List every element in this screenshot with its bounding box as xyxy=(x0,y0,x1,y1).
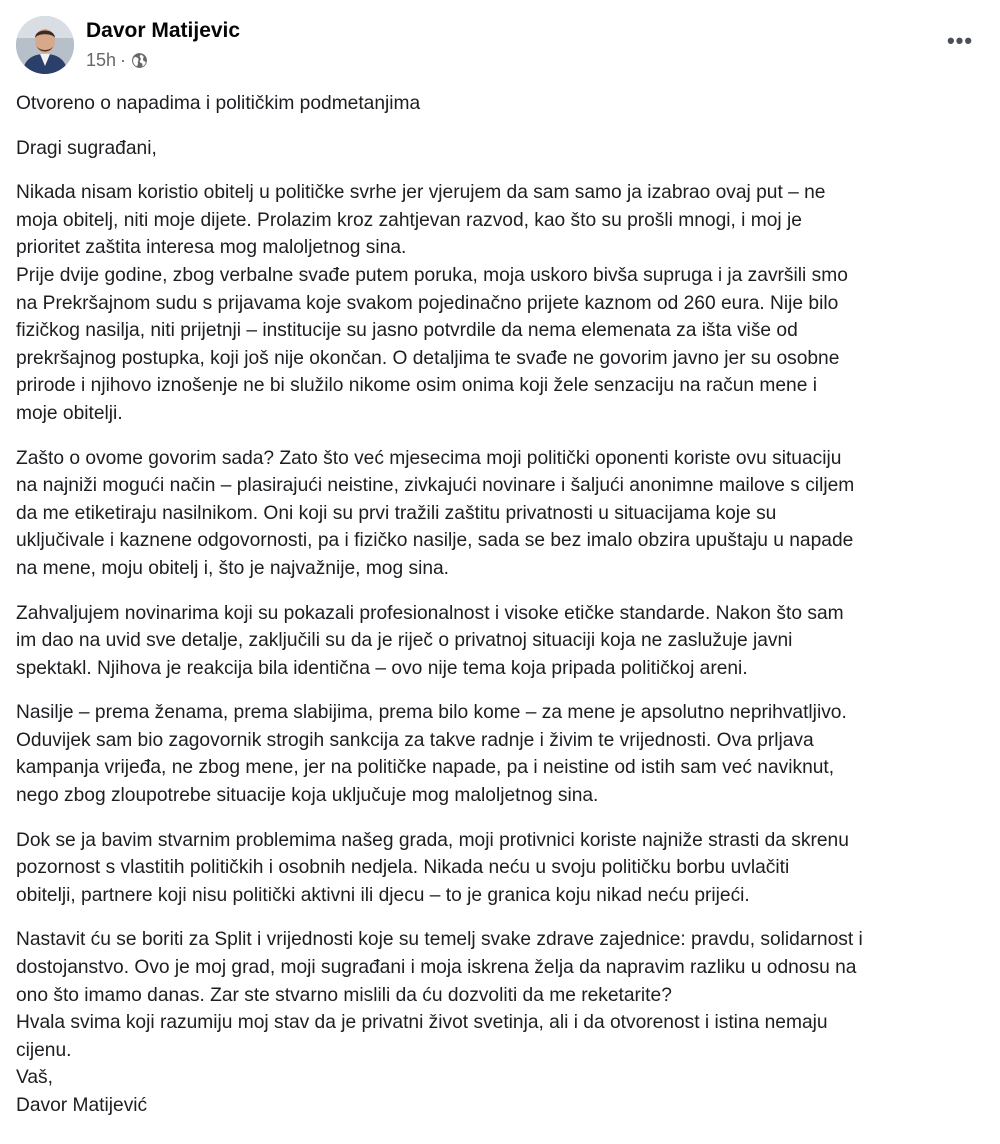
post-paragraph xyxy=(16,445,988,583)
post-text-line: prirode i njihovo iznošenje ne bi služilo nikome osim onima koji žele senzaciju na račun mene i xyxy=(16,375,817,397)
post-text-line: na najniži mogući način – plasirajući neistine, zivkajući novinare i šaljući anonimne mailove s ciljem xyxy=(16,475,855,497)
post-paragraph xyxy=(16,179,988,427)
post-text-line: na Prekršajnom sudu s prijavama koje svakom pojedinačno prijete kaznom od 260 eura. Nije bilo xyxy=(16,292,839,314)
author-name[interactable]: Davor Matijevic xyxy=(86,19,241,42)
post-text-line: Prije dvije godine, zbog verbalne svađe putem poruka, moja uskoro bivša supruga i ja završili smo xyxy=(16,264,848,286)
post-text-line: Zahvaljujem novinarima koji su pokazali profesionalnost i visoke etičke standarde. Nakon što sam xyxy=(16,602,844,624)
post-time[interactable]: 15h xyxy=(86,50,117,70)
post-text-line: ono što imamo danas. Zar ste stvarno mislili da ću dozvoliti da me reketarite? xyxy=(16,984,672,1006)
post-text-line: Oduvijek sam bio zagovornik strogih sankcija za takve radnje i živim te vrijednosti. Ova prljava xyxy=(16,729,814,751)
more-options-icon[interactable]: ••• xyxy=(946,28,974,53)
post-text-line: cijenu. xyxy=(16,1039,72,1061)
post-text-line: im dao na uvid sve detalje, zaključili su da je riječ o privatnoj situaciji koja ne zaslužuje javni xyxy=(16,630,793,652)
post-paragraph xyxy=(16,90,988,118)
post-text-line: kampanja vrijeđa, ne zbog mene, jer na političke napade, pa i neistine od istih sam već naviknut, xyxy=(16,757,835,779)
post-text-line: prioritet zaštita interesa mog maloljetnog sina. xyxy=(16,237,407,259)
post-text-line: Dok se ja bavim stvarnim problemima našeg grada, moji protivnici koriste najniže strasti da skrenu xyxy=(16,829,849,851)
post-text-line: uključivale i kaznene odgovornosti, pa i fizičko nasilje, sada se bez imalo obzira upuštaju u napade xyxy=(16,530,854,552)
post-text-line: fizičkog nasilja, niti prijetnji – institucije su jasno potvrdile da nema elemenata za išta više od xyxy=(16,320,798,342)
post-text-line: dostojanstvo. Ovo je moj grad, moji sugrađani i moja iskrena želja da napravim razliku u odnosu na xyxy=(16,957,857,979)
post-paragraph xyxy=(16,827,988,910)
post-paragraph xyxy=(16,699,988,809)
author-avatar[interactable] xyxy=(16,16,74,74)
post-text-line: prekršajnog postupka, koji još nije okončan. O detaljima te svađe ne govorim javno jer su osobne xyxy=(16,347,840,369)
post-text-line: Davor Matijević xyxy=(16,1095,148,1116)
post-text-line: na mene, moju obitelj i, što je najvažnije, mog sina. xyxy=(16,557,450,579)
post-text-line: Nastavit ću se boriti za Split i vrijednosti koje su temelj svake zdrave zajednice: pravdu, solidarnost i xyxy=(16,929,863,951)
post-paragraph xyxy=(16,135,988,163)
post-text-line: Vaš, xyxy=(16,1067,53,1089)
post-text-line: moje obitelji. xyxy=(16,402,123,424)
meta-separator: · xyxy=(120,50,127,70)
post-text-line: pozornost s vlastitih političkih i osobnih nedjela. Nikada neću u svoju političku borbu uvlačiti xyxy=(16,857,790,879)
post-paragraph xyxy=(16,600,988,683)
post-text-line: Zašto o ovome govorim sada? Zato što već mjesecima moji politički oponenti koriste ovu situaciju xyxy=(16,447,842,469)
post-text-line: Dragi sugrađani, xyxy=(16,137,157,159)
post-meta xyxy=(86,50,148,71)
post-text-line: Hvala svima koji razumiju moj stav da je privatni život svetinja, ali i da otvorenost i istina nemaju xyxy=(16,1012,828,1034)
post-text-line: spektakl. Njihova je reakcija bila identična – ovo nije tema koja pripada političkoj areni. xyxy=(16,657,748,679)
post-text-line: Nasilje – prema ženama, prema slabijima, prema bilo kome – za mene je apsolutno neprihvatljivo. xyxy=(16,702,847,724)
post-paragraph xyxy=(16,926,988,1119)
post-text-line: Otvoreno o napadima i političkim podmetanjima xyxy=(16,93,421,114)
post-header xyxy=(16,14,984,78)
post-text-line: obitelji, partnere koji nisu politički aktivni ili djecu – to je granica koju nikad neću prijeći. xyxy=(16,884,750,906)
post-text-line: Nikada nisam koristio obitelj u političke svrhe jer vjerujem da sam samo ja izabrao ovaj put – ne xyxy=(16,182,826,204)
post-body xyxy=(16,90,988,1120)
globe-icon xyxy=(131,52,148,69)
post-text-line: moja obitelj, niti moje dijete. Prolazim kroz zahtjevan razvod, kao što su prošli mnogi, i moj je xyxy=(16,209,802,231)
post-text-line: nego zbog zloupotrebe situacije koja uključuje mog maloljetnog sina. xyxy=(16,785,599,807)
post-text-line: da me etiketiraju nasilnikom. Oni koji su prvi tražili zaštitu privatnosti u situacijama koje su xyxy=(16,502,777,524)
